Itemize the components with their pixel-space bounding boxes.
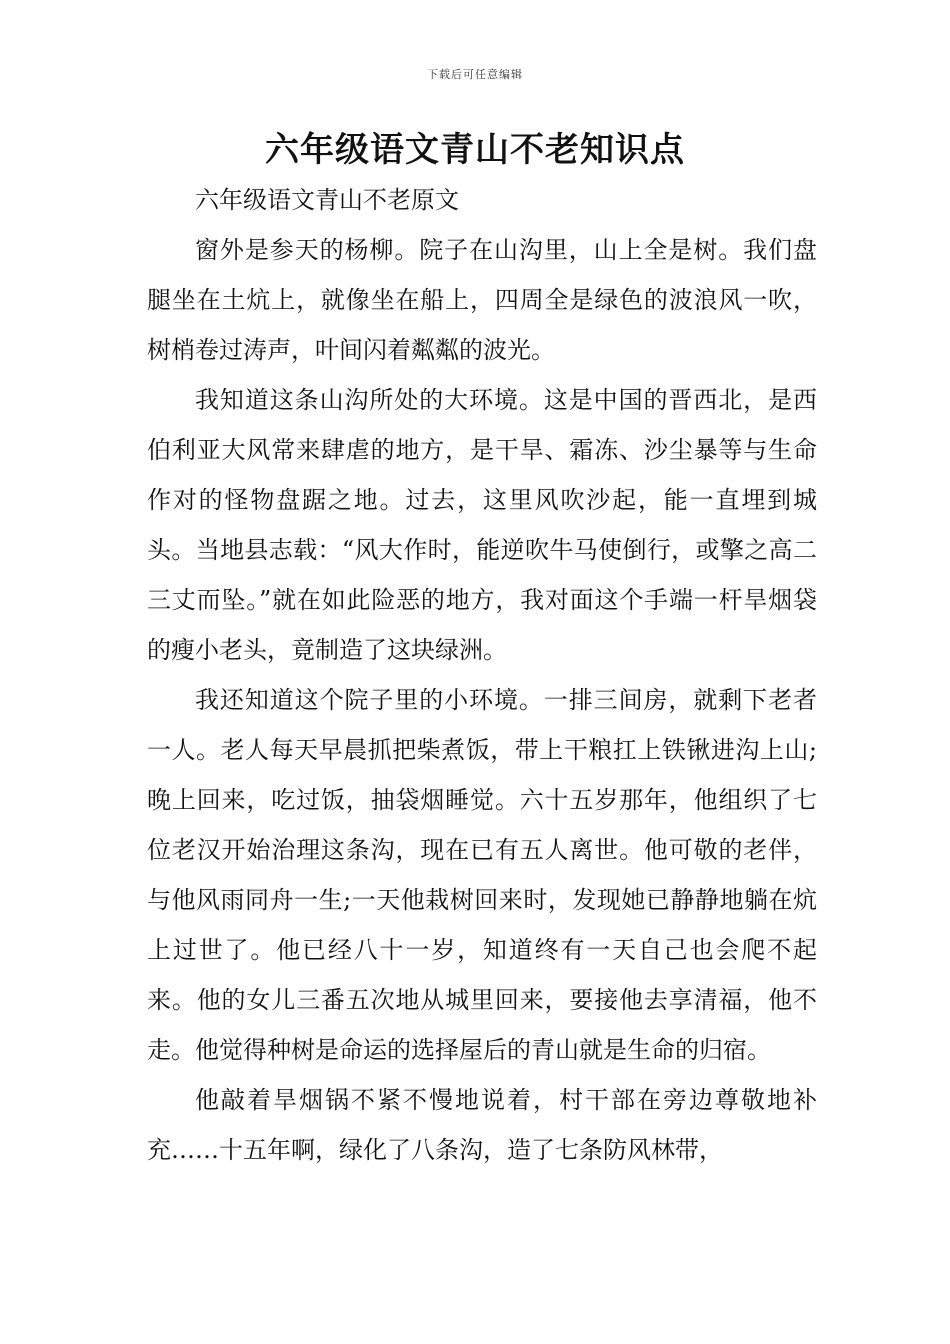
paragraph: 我知道这条山沟所处的大环境。这是中国的晋西北，是西伯利亚大风常来肆虐的地方，是干旱、霜冻、沙尘暴等与生命作对的怪物盘踞之地。过去，这里风吹沙起，能一直埋到城头。当地县志载：“风大作时，能逆吹牛马使倒行，或擎之高二三丈而坠。”就在如此险恶的地方，我对面这个手端一杆旱烟袋的瘦小老头，竟制造了这块绿洲。 [147,386,817,664]
document-subtitle: 六年级语文青山不老原文 [195,186,459,214]
paragraph: 我还知道这个院子里的小环境。一排三间房，就剩下老者一人。老人每天早晨抓把柴煮饭，带上干粮扛上铁锹进沟上山;晚上回来，吃过饭，抽袋烟睡觉。六十五岁那年，他组织了七位老汉开始治理这条沟，现在已有五人离世。他可敬的老伴，与他风雨同舟一生;一天他栽树回来时，发现她已静静地躺在炕上过世了。他已经八十一岁，知道终有一天自己也会爬不起来。他的女儿三番五次地从城里回来，要接他去享清福，他不走。他觉得种树是命运的选择屋后的青山就是生命的归宿。 [147,686,817,1064]
document-body [147,175,817,1175]
page-header-note: 下载后可任意编辑 [427,68,523,81]
document-title: 六年级语文青山不老知识点 [265,130,685,170]
paragraph: 他敲着旱烟锅不紧不慢地说着，村干部在旁边尊敬地补充……十五年啊，绿化了八条沟，造了七条防风林带， [147,1086,817,1164]
paragraph: 窗外是参天的杨柳。院子在山沟里，山上全是树。我们盘腿坐在土炕上，就像坐在船上，四周全是绿色的波浪风一吹，树梢卷过涛声，叶间闪着粼粼的波光。 [147,236,817,364]
